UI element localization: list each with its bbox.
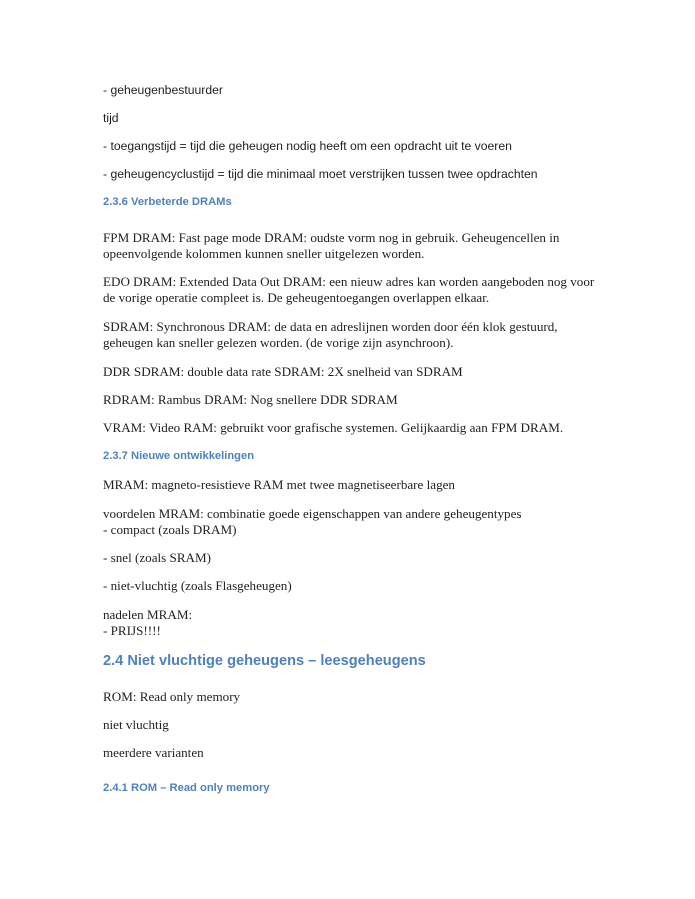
text-line: SDRAM: Synchronous DRAM: de data en adreslijnen worden door één klok gestuurd, <box>103 319 558 334</box>
text-line: - snel (zoals SRAM) <box>103 550 212 565</box>
text-line: voordelen MRAM: combinatie goede eigenschappen van andere geheugentypes <box>103 506 522 521</box>
text-line: - niet-vluchtig (zoals Flasgeheugen) <box>103 578 292 593</box>
text-line: - compact (zoals DRAM) <box>103 522 237 537</box>
text-line: geheugen kan sneller gelezen worden. (de vorige zijn asynchroon). <box>103 335 454 350</box>
section-heading-2-4-1: 2.4.1 ROM – Read only memory <box>103 782 270 794</box>
text-line: MRAM: magneto-resistieve RAM met twee magnetiseerbare lagen <box>103 477 455 492</box>
text-line: - toegangstijd = tijd die geheugen nodig heeft om een opdracht uit te voeren <box>103 139 512 153</box>
text-line: nadelen MRAM: <box>103 607 193 622</box>
section-heading-2-3-6: 2.3.6 Verbeterde DRAMs <box>103 196 232 208</box>
text-line: - geheugencyclustijd = tijd die minimaal moet verstrijken tussen twee opdrachten <box>103 167 538 181</box>
section-heading-2-3-7: 2.3.7 Nieuwe ontwikkelingen <box>103 450 255 462</box>
text-line: tijd <box>103 111 119 125</box>
text-line: - geheugenbestuurder <box>103 83 223 97</box>
section-heading-2-4: 2.4 Niet vluchtige geheugens – leesgeheugens <box>103 653 426 669</box>
text-line: VRAM: Video RAM: gebruikt voor grafische systemen. Gelijkaardig aan FPM DRAM. <box>103 420 564 435</box>
text-line: - PRIJS!!!! <box>103 623 161 638</box>
text-line: niet vluchtig <box>103 717 169 732</box>
text-line: meerdere varianten <box>103 745 204 760</box>
text-line: de vorige operatie compleet is. De geheugentoegangen overlappen elkaar. <box>103 290 490 305</box>
text-line: EDO DRAM: Extended Data Out DRAM: een nieuw adres kan worden aangeboden nog voor <box>103 274 595 289</box>
text-line: ROM: Read only memory <box>103 689 241 704</box>
text-line: FPM DRAM: Fast page mode DRAM: oudste vorm nog in gebruik. Geheugencellen in <box>103 230 560 245</box>
text-line: RDRAM: Rambus DRAM: Nog snellere DDR SDRAM <box>103 392 398 407</box>
text-line: opeenvolgende kolommen kunnen sneller uitgelezen worden. <box>103 246 425 261</box>
text-line: DDR SDRAM: double data rate SDRAM: 2X snelheid van SDRAM <box>103 364 463 379</box>
